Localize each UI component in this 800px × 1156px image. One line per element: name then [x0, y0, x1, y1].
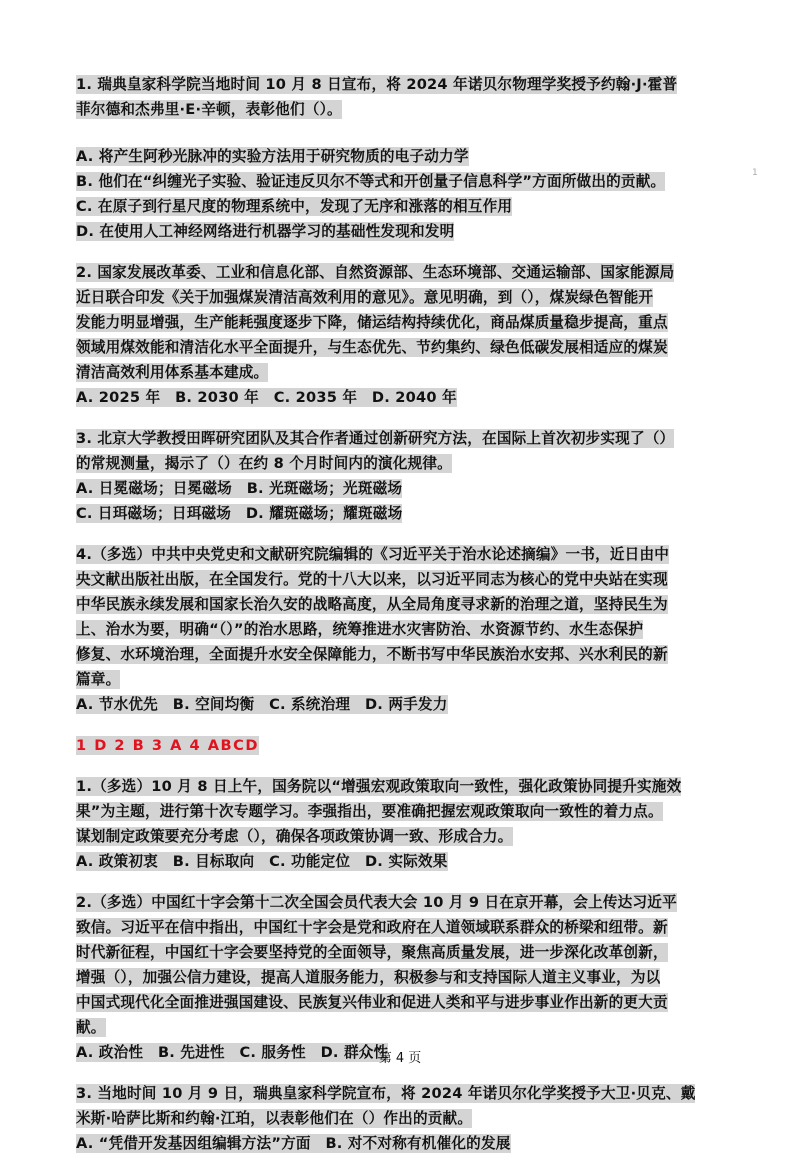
- page-number: 第 4 页: [378, 1051, 422, 1066]
- question-text-line: 中国式现代化全面推进强国建设、民族复兴伟业和促进人类和平与进步事业作出新的更大贡: [76, 994, 668, 1011]
- options-line: A. 政治性 B. 先进性 C. 服务性 D. 群众性: [76, 1044, 389, 1061]
- option-d: D. 在使用人工神经网络进行机器学习的基础性发现和发明: [76, 223, 455, 240]
- question-text-line: 谋划制定政策要充分考虑（），确保各项政策协调一致、形成合力。: [76, 828, 513, 845]
- question-text-line: 2. 国家发展改革委、工业和信息化部、自然资源部、生态环境部、交通运输部、国家能源局: [76, 264, 675, 281]
- question-stem: [76, 1081, 736, 1131]
- question-text-line: 近日联合印发《关于加强煤炭清洁高效利用的意见》。意见明确，到（），煤炭绿色智能开: [76, 289, 654, 306]
- question-text-line: 增强（），加强公信力建设，提高人道服务能力，积极参与和支持国际人道主义事业，为以: [76, 969, 661, 986]
- question-text-line: 果”为主题，进行第十次专题学习。李强指出，要准确把握宏观政策取向一致性的着力点。: [76, 803, 663, 820]
- question-text-line: 发能力明显增强，生产能耗强度逐步下降，储运结构持续优化，商品煤质量稳步提高，重点: [76, 314, 668, 331]
- question-stem: [76, 426, 736, 476]
- question-stem: [76, 72, 736, 122]
- margin-mark: 1: [752, 168, 758, 178]
- question-block-2: [76, 260, 736, 410]
- question-stem: [76, 542, 736, 692]
- options-line: C. 日珥磁场；日珥磁场 D. 耀斑磁场；耀斑磁场: [76, 505, 403, 522]
- question-text-line: 3. 当地时间 10 月 9 日，瑞典皇家科学院宣布，将 2024 年诺贝尔化学奖授予大卫·贝克、戴: [76, 1085, 696, 1102]
- question-text-line: 清洁高效利用体系基本建成。: [76, 364, 269, 381]
- question-text-line: 的常规测量，揭示了（）在约 8 个月时间内的演化规律。: [76, 455, 452, 472]
- option-a: A. 将产生阿秒光脉冲的实验方法用于研究物质的电子动力学: [76, 148, 469, 165]
- question-text-line: 时代新征程，中国红十字会要坚持党的全面领导，聚焦高质量发展，进一步深化改革创新，: [76, 944, 668, 961]
- answer-key: [76, 733, 736, 758]
- question-text-line: 中华民族永续发展和国家长治久安的战略高度，从全局角度寻求新的治理之道，坚持民生为: [76, 596, 668, 613]
- question-text-line: 献。: [76, 1019, 106, 1036]
- option-b: B. 他们在“纠缠光子实验、验证违反贝尔不等式和开创量子信息科学”方面所做出的贡献。: [76, 173, 666, 190]
- question-text-line: 领域用煤效能和清洁化水平全面提升，与生态优先、节约集约、绿色低碳发展相适应的煤炭: [76, 339, 668, 356]
- question-block-4: [76, 542, 736, 717]
- question-text-line: 上、治水为要，明确“（）”的治水思路，统筹推进水灾害防治、水资源节约、水生态保护: [76, 621, 644, 638]
- question-block-1: [76, 72, 736, 244]
- question-text-line: 菲尔德和杰弗里·E·辛顿，表彰他们（）。: [76, 101, 342, 118]
- options-line: A. 政策初衷 B. 目标取向 C. 功能定位 D. 实际效果: [76, 853, 448, 870]
- question-stem: [76, 774, 736, 849]
- question-text-line: 央文献出版社出版，在全国发行。党的十八大以来，以习近平同志为核心的党中央站在实现: [76, 571, 668, 588]
- question-text-line: 3. 北京大学教授田晖研究团队及其合作者通过创新研究方法，在国际上首次初步实现了（）: [76, 430, 675, 447]
- question-stem: [76, 890, 736, 1040]
- options-line: A. 节水优先 B. 空间均衡 C. 系统治理 D. 两手发力: [76, 696, 448, 713]
- question-text-line: 1.（多选）10 月 8 日上午，国务院以“增强宏观政策取向一致性，强化政策协同提升实施效: [76, 778, 682, 795]
- question-text-line: 4.（多选）中共中央党史和文献研究院编辑的《习近平关于治水论述摘编》一书，近日由中: [76, 546, 670, 563]
- question-text-line: 2.（多选）中国红十字会第十二次全国会员代表大会 10 月 9 日在京开幕，会上传达习近平: [76, 894, 677, 911]
- question-text-line: 1. 瑞典皇家科学院当地时间 10 月 8 日宣布，将 2024 年诺贝尔物理学奖授予约翰·J·霍普: [76, 76, 678, 93]
- question-block-6: [76, 890, 736, 1065]
- question-text-line: 致信。习近平在信中指出，中国红十字会是党和政府在人道领域联系群众的桥梁和纽带。新: [76, 919, 668, 936]
- question-block-5: [76, 774, 736, 874]
- question-text-line: 米斯·哈萨比斯和约翰·江珀，以表彰他们在（）作出的贡献。: [76, 1110, 473, 1127]
- options-line: A. “凭借开发基因组编辑方法”方面 B. 对不对称有机催化的发展: [76, 1135, 511, 1152]
- question-text-line: 篇章。: [76, 671, 121, 688]
- document-page: [76, 72, 736, 1156]
- question-stem: [76, 260, 736, 385]
- options-line: A. 2025 年 B. 2030 年 C. 2035 年 D. 2040 年: [76, 389, 457, 406]
- options-line: A. 日冕磁场；日冕磁场 B. 光斑磁场；光斑磁场: [76, 480, 403, 497]
- question-block-7: [76, 1081, 736, 1156]
- option-c: C. 在原子到行星尺度的物理系统中，发现了无序和涨落的相互作用: [76, 198, 513, 215]
- question-text-line: 修复、水环境治理，全面提升水安全保障能力，不断书写中华民族治水安邦、兴水利民的新: [76, 646, 668, 663]
- answer-key-text: 1 D 2 B 3 A 4 ABCD: [76, 737, 259, 754]
- question-block-3: [76, 426, 736, 526]
